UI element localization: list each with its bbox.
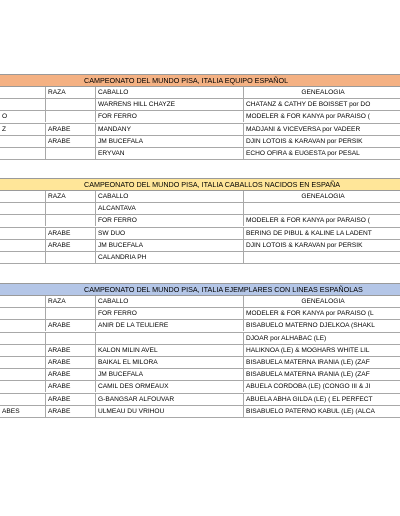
raza-cell: ARABE (45, 406, 95, 417)
genealogia-cell: BISABUELO MATERNO DJELKOA (SHAKL (243, 320, 400, 331)
table-cell (0, 333, 45, 344)
table-row (0, 99, 400, 111)
caballo-cell: BAIKAL EL MILORA (95, 357, 243, 368)
table-cell (0, 203, 45, 214)
raza-cell (45, 111, 95, 122)
table-row (0, 308, 400, 320)
table-cell (0, 394, 45, 405)
raza-cell: ARABE (45, 240, 95, 251)
raza-cell: ARABE (45, 345, 95, 356)
header-cell (0, 87, 45, 98)
genealogia-cell: BISABUELA MATERNA IRANIA (LE) (ZAF (243, 357, 400, 368)
table-row (0, 228, 400, 240)
table-row (0, 320, 400, 332)
table-row (0, 345, 400, 357)
genealogia-cell: MODELER & FOR KANYA por PARAISO ( (243, 215, 400, 226)
header-genealogia: GENEALOGIA (243, 87, 400, 98)
section-caballos-nacidos-espana (0, 178, 400, 264)
section-title-text: CAMPEONATO DEL MUNDO PISA, ITALIA EQUIPO ESPAÑOL (84, 76, 289, 85)
section-lineas-espanolas (0, 283, 400, 418)
caballo-cell: JM BUCEFALA (95, 136, 243, 147)
table-row (0, 252, 400, 264)
header-raza: RAZA (45, 87, 95, 98)
section-title (0, 74, 400, 87)
table-row (0, 136, 400, 148)
raza-cell (45, 148, 95, 159)
genealogia-cell: DJOAR por ALHABAC (LE) (243, 333, 400, 344)
header-caballo: CABALLO (95, 191, 243, 202)
caballo-cell: KALON MILIN AVEL (95, 345, 243, 356)
table-cell: ABES (2, 407, 20, 415)
table-row (0, 215, 400, 227)
caballo-cell: JM BUCEFALA (95, 369, 243, 380)
raza-cell: ARABE (45, 394, 95, 405)
genealogia-cell: DJIN LOTOIS & KARAVAN por PERSIK (243, 136, 400, 147)
caballo-cell: WARRENS HILL CHAYZE (95, 99, 243, 110)
table-row (0, 394, 400, 406)
caballo-cell: FOR FERRO (95, 111, 243, 122)
raza-cell: ARABE (45, 124, 95, 135)
genealogia-cell: HALIKNOA (LE) & MOGHARS WHITE LIL (243, 345, 400, 356)
genealogia-cell (243, 203, 400, 214)
genealogia-cell: BISABUELO PATERNO KABUL (LE) (ALCA (243, 406, 400, 417)
table-row (0, 148, 400, 160)
table-cell (0, 320, 45, 331)
raza-cell: ARABE (45, 369, 95, 380)
table-cell (0, 369, 45, 380)
table-cell (0, 381, 45, 392)
section-title (0, 178, 400, 191)
genealogia-cell: MODELER & FOR KANYA por PARAISO ( (243, 111, 400, 122)
caballo-cell: FOR FERRO (95, 215, 243, 226)
genealogia-cell: ABUELA ABHA GILDA (LE) ( EL PERFECT (243, 394, 400, 405)
caballo-cell: ERYVAN (95, 148, 243, 159)
table-row (0, 240, 400, 252)
section-equipo-espanol (0, 74, 400, 160)
header-genealogia: GENEALOGIA (243, 296, 400, 307)
header-raza: RAZA (45, 191, 95, 202)
caballo-cell: FOR FERRO (95, 308, 243, 319)
section-title (0, 283, 400, 296)
table-cell (0, 148, 45, 159)
genealogia-cell: CHATANZ & CATHY DE BOISSET por DO (243, 99, 400, 110)
genealogia-cell: MODELER & FOR KANYA por PARAISO (L (243, 308, 400, 319)
table-cell (0, 240, 45, 251)
table-cell (0, 215, 45, 226)
raza-cell (45, 203, 95, 214)
genealogia-cell: ECHO OFIRA & EUGESTA por PESAL (243, 148, 400, 159)
header-raza: RAZA (45, 296, 95, 307)
table-row (0, 369, 400, 381)
raza-cell (45, 215, 95, 226)
header-cell (0, 296, 45, 307)
table-cell (0, 99, 45, 110)
caballo-cell: ANIR DE LA TEULIERE (95, 320, 243, 331)
table-cell (0, 308, 45, 319)
table-cell: Z (2, 125, 7, 133)
table-row (0, 333, 400, 345)
genealogia-cell: BISABUELA MATERNA IRANIA (LE) (ZAF (243, 369, 400, 380)
genealogia-cell (243, 252, 400, 263)
genealogia-cell: DJIN LOTOIS & KARAVAN por PERSIK (243, 240, 400, 251)
caballo-cell: CALANDRIA PH (95, 252, 243, 263)
table-cell (0, 357, 45, 368)
caballo-cell: SW DUO (95, 228, 243, 239)
table-cell (0, 228, 45, 239)
table-cell (0, 252, 45, 263)
raza-cell: ARABE (45, 320, 95, 331)
header-genealogia: GENEALOGIA (243, 191, 400, 202)
caballo-cell: ALCANTAVA (95, 203, 243, 214)
raza-cell (45, 252, 95, 263)
table-header-row (0, 87, 400, 99)
table-row (0, 124, 400, 136)
table-row (0, 357, 400, 369)
raza-cell: ARABE (45, 381, 95, 392)
table-header-row (0, 191, 400, 203)
raza-cell: ARABE (45, 136, 95, 147)
caballo-cell: JM BUCEFALA (95, 240, 243, 251)
header-caballo: CABALLO (95, 87, 243, 98)
raza-cell: ARABE (45, 357, 95, 368)
caballo-cell (95, 333, 243, 344)
table-row (0, 111, 400, 123)
raza-cell: ARABE (45, 228, 95, 239)
raza-cell (45, 99, 95, 110)
raza-cell (45, 308, 95, 319)
caballo-cell: ULMEAU DU VRIHOU (95, 406, 243, 417)
caballo-cell: G-BANGSAR ALFOUVAR (95, 394, 243, 405)
table-row (0, 406, 400, 418)
genealogia-cell: MADJANI & VICEVERSA por VADEER (243, 124, 400, 135)
header-cell (0, 191, 45, 202)
table-row (0, 381, 400, 393)
table-cell (0, 136, 45, 147)
table-cell: O (2, 113, 8, 121)
section-title-text: CAMPEONATO DEL MUNDO PISA, ITALIA EJEMPLARES CON LINEAS ESPAÑOLAS (84, 285, 363, 294)
section-title-text: CAMPEONATO DEL MUNDO PISA, ITALIA CABALLOS NACIDOS EN ESPAÑA (84, 180, 341, 189)
table-cell (0, 345, 45, 356)
caballo-cell: MANDANY (95, 124, 243, 135)
table-row (0, 203, 400, 215)
table-header-row (0, 296, 400, 308)
header-caballo: CABALLO (95, 296, 243, 307)
genealogia-cell: ABUELA CORDOBA (LE) (CONGO III & JI (243, 381, 400, 392)
caballo-cell: CAMIL DES ORMEAUX (95, 381, 243, 392)
raza-cell (45, 333, 95, 344)
genealogia-cell: BERING DE PIBUL & KALINE LA LADENT (243, 228, 400, 239)
